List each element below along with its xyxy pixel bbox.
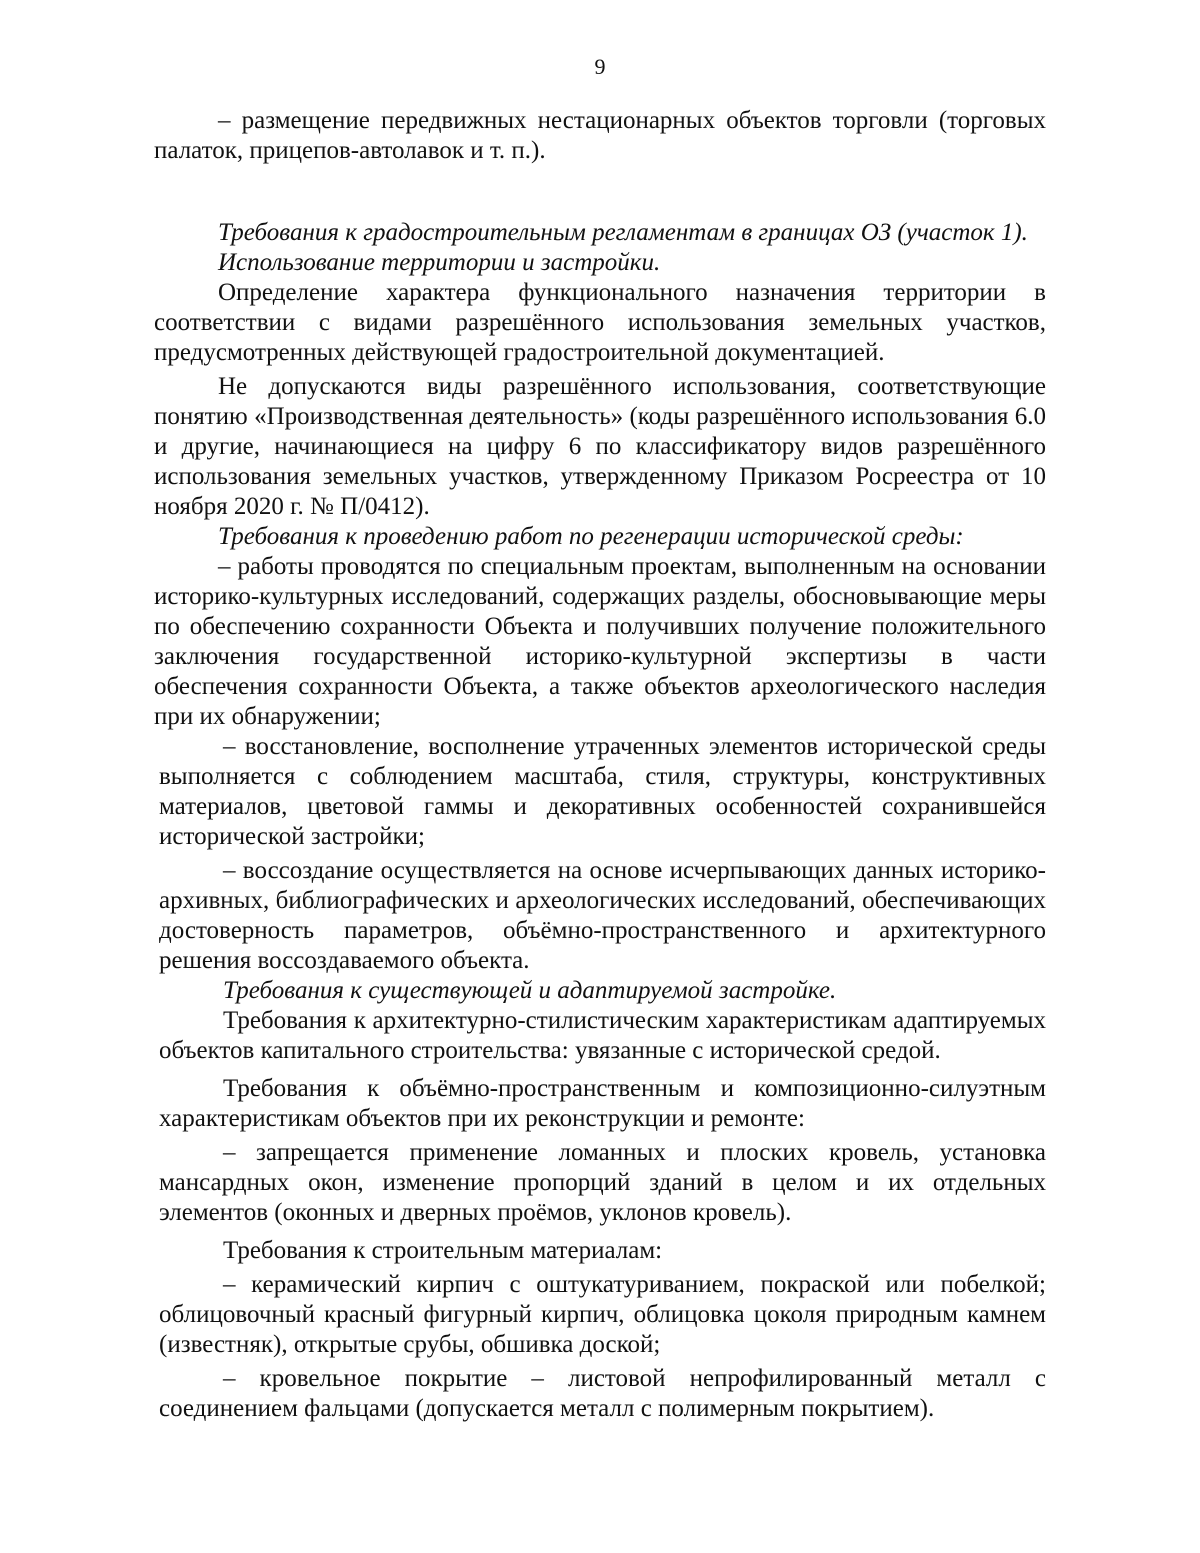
paragraph-reconstruction: – воссоздание осуществляется на основе исчерпывающих данных историко-архивных, библиографических и археологических исследований, обеспечивающих достоверность параметров, объёмно-пространственного и архитектурного решения воссоздаваемого объекта. bbox=[159, 857, 1046, 974]
paragraph-restoration: – восстановление, восполнение утраченных элементов исторической среды выполняется с соблюдением масштаба, стиля, структуры, конструктивных материалов, цветовой гаммы и декоративных особенностей сохранившейся исторической застройки; bbox=[159, 733, 1046, 850]
paragraph-materials-heading: Требования к строительным материалам: bbox=[223, 1237, 663, 1264]
heading-regeneration-requirements: Требования к проведению работ по регенерации исторической среды: bbox=[218, 523, 964, 550]
paragraph-roofing-metal: – кровельное покрытие – листовой непрофилированный металл с соединением фальцами (допускается металл с полимерным покрытием). bbox=[159, 1365, 1046, 1422]
paragraph-mobile-trade-objects: – размещение передвижных нестационарных объектов торговли (торговых палаток, прицепов-автолавок и т. п.). bbox=[154, 107, 1046, 164]
paragraph-spatial-requirements: Требования к объёмно-пространственным и композиционно-силуэтным характеристикам объектов при их реконструкции и ремонте: bbox=[159, 1075, 1046, 1132]
paragraph-roof-prohibitions: – запрещается применение ломанных и плоских кровель, установка мансардных окон, изменение пропорций зданий в целом и их отдельных элементов (оконных и дверных проёмов, уклонов кровель). bbox=[159, 1139, 1046, 1226]
paragraph-brick-materials: – керамический кирпич с оштукатуриванием, покраской или побелкой; облицовочный красный фигурный кирпич, облицовка цоколя природным камнем (известняк), открытые срубы, обшивка доской; bbox=[159, 1271, 1046, 1358]
paragraph-functional-purpose: Определение характера функционального назначения территории в соответствии с видами разрешённого использования земельных участков, предусмотренных действующей градостроительной документацией. bbox=[154, 279, 1046, 366]
paragraph-prohibited-uses: Не допускаются виды разрешённого использования, соответствующие понятию «Производственная деятельность» (коды разрешённого использования 6.0 и другие, начинающиеся на цифру 6 по классификатору видов разрешённого использования земельных участков, утвержденному Приказом Росреестра от 10 ноября 2020 г. № П/0412). bbox=[154, 373, 1046, 520]
paragraph-special-projects: – работы проводятся по специальным проектам, выполненным на основании историко-культурных исследований, содержащих разделы, обосновывающие меры по обеспечению сохранности Объекта и получивших получение положительного заключения государственной историко-культурной экспертизы в части обеспечения сохранности Объекта, а также объектов археологического наследия при их обнаружении; bbox=[154, 553, 1046, 730]
page-number: 9 bbox=[594, 54, 606, 79]
document-body-upper bbox=[154, 106, 1046, 732]
heading-existing-buildings: Требования к существующей и адаптируемой застройке. bbox=[223, 977, 837, 1004]
paragraph-architectural-style: Требования к архитектурно-стилистическим характеристикам адаптируемых объектов капитального строительства: увязанные с исторической средой. bbox=[159, 1007, 1046, 1064]
document-body-lower bbox=[159, 732, 1046, 1424]
heading-urban-regulations-oz: Требования к градостроительным регламентам в границах ОЗ (участок 1). bbox=[218, 219, 1028, 246]
heading-territory-use: Использование территории и застройки. bbox=[218, 249, 661, 276]
